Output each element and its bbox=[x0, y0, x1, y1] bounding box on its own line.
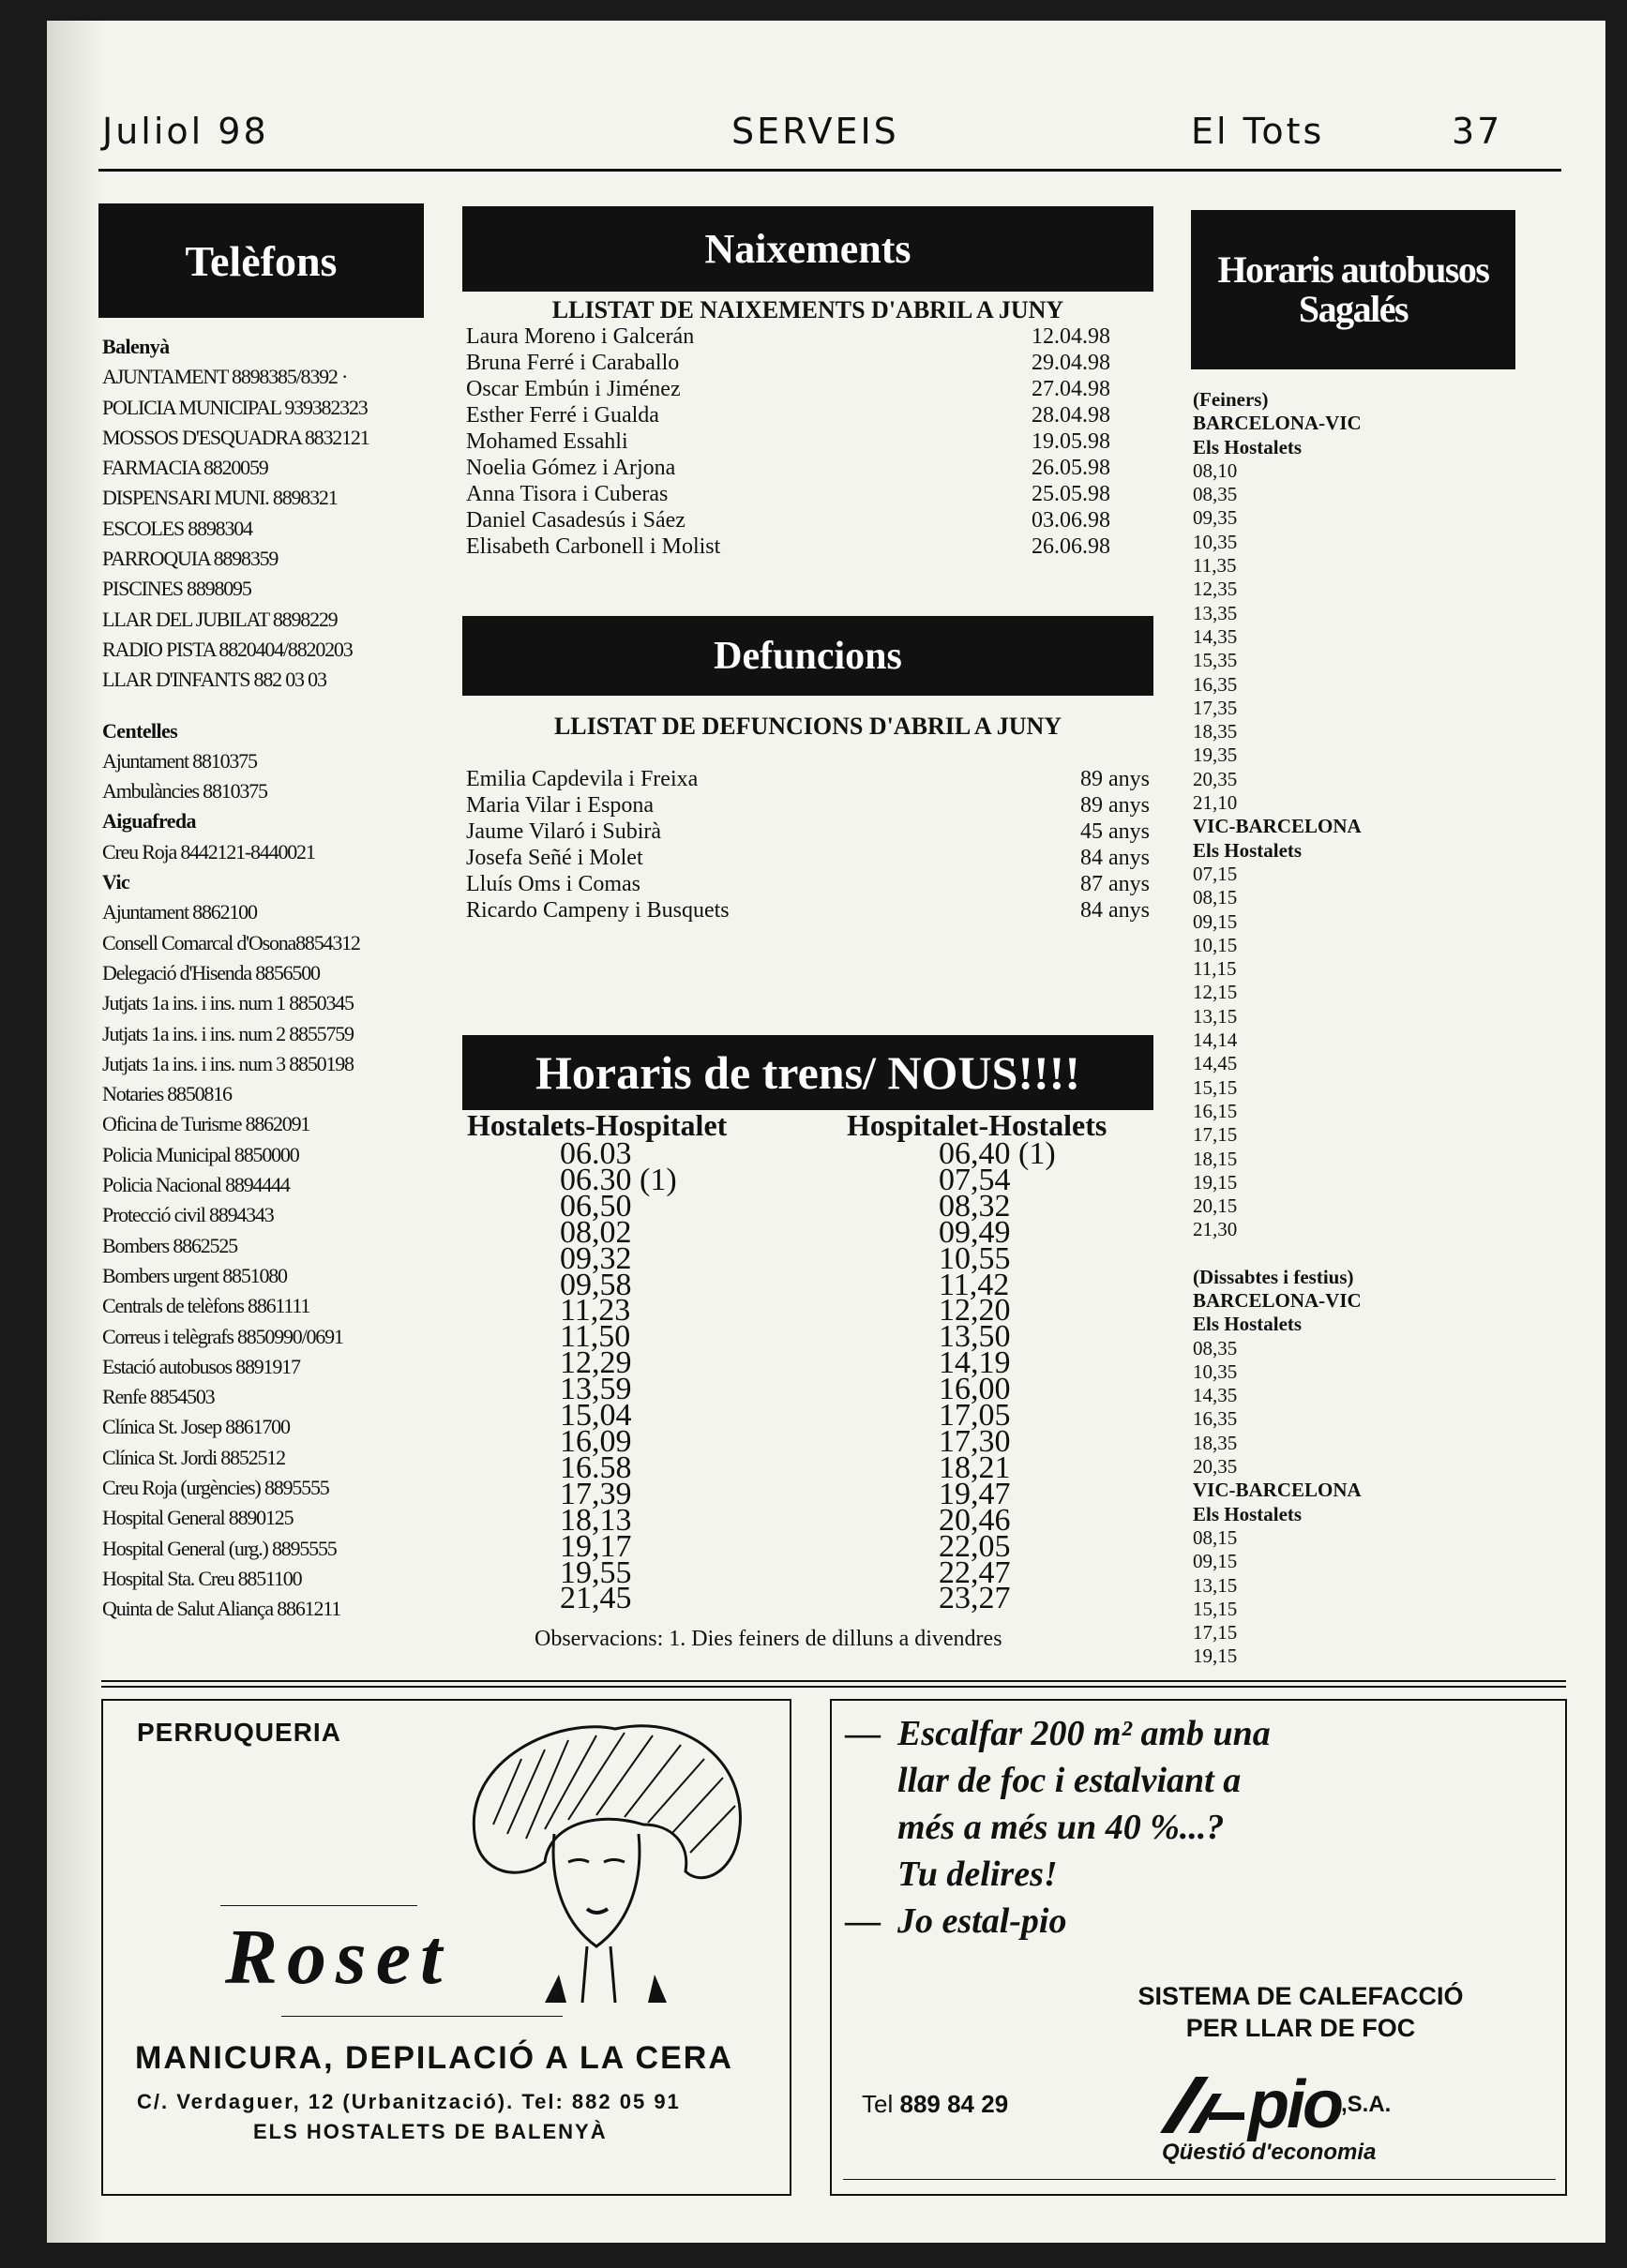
bus-time: 15,15 bbox=[1193, 1075, 1238, 1099]
bus-route-heading: Els Hostalets bbox=[1193, 1502, 1303, 1525]
roset-logo: Roset bbox=[225, 1914, 452, 2001]
telefons-entry: DISPENSARI MUNI. 8898321 bbox=[102, 486, 338, 510]
defuncio-row bbox=[466, 897, 1150, 924]
telefons-entry: Bombers urgent 8851080 bbox=[102, 1263, 287, 1287]
naixement-date: 27.04.98 bbox=[1032, 377, 1110, 401]
train-time: 09,58 bbox=[560, 1267, 632, 1302]
defuncions-subtitle: LLISTAT DE DEFUNCIONS D'ABRIL A JUNY bbox=[553, 713, 1062, 740]
train-time: 21,45 bbox=[560, 1581, 632, 1616]
telefons-list bbox=[102, 332, 449, 1624]
train-time: 08,02 bbox=[560, 1214, 632, 1250]
bus-time: 13,35 bbox=[1193, 601, 1238, 624]
defuncio-age: 45 anys bbox=[1080, 819, 1150, 844]
bus-time: 13,15 bbox=[1193, 1573, 1238, 1597]
telefons-entry: Creu Roja (urgències) 8895555 bbox=[102, 1475, 329, 1499]
naixement-date: 12.04.98 bbox=[1032, 324, 1110, 349]
header-section: SERVEIS bbox=[731, 111, 899, 152]
bus-time: 08,15 bbox=[1193, 886, 1238, 909]
train-time: 20,46 bbox=[939, 1502, 1011, 1538]
naixement-name: Bruna Ferré i Caraballo bbox=[466, 351, 680, 375]
bus-time: 18,15 bbox=[1193, 1147, 1238, 1170]
telefons-spacer bbox=[102, 696, 449, 716]
trens-col2-header: Hospitalet-Hostalets bbox=[847, 1108, 1107, 1142]
train-time: 10,55 bbox=[939, 1240, 1011, 1276]
telefons-town-heading: Vic bbox=[102, 870, 130, 894]
bus-time: 08,15 bbox=[1193, 1525, 1238, 1549]
naixement-name: Laura Moreno i Galcerán bbox=[466, 324, 695, 349]
ad-perruqueria bbox=[101, 1699, 791, 2196]
ad-pio-line4: Tu delires! bbox=[897, 1855, 1058, 1894]
bus-time: 19,35 bbox=[1193, 743, 1238, 767]
telefons-entry: Estació autobusos 8891917 bbox=[102, 1354, 300, 1378]
telefons-entry: Oficina de Turisme 8862091 bbox=[102, 1112, 310, 1136]
autobusos-title-line2: Sagalés bbox=[1298, 288, 1409, 330]
naixement-name: Noelia Gómez i Arjona bbox=[466, 456, 676, 480]
ad-pio-phone-number: 889 84 29 bbox=[899, 2090, 1009, 2118]
defuncio-age: 89 anys bbox=[1080, 767, 1150, 791]
ad-perruqueria-heading: PERRUQUERIA bbox=[137, 1718, 341, 1747]
naixement-name: Anna Tisora i Cuberas bbox=[466, 482, 669, 506]
bus-time: 17,35 bbox=[1193, 696, 1238, 719]
telefons-entry: LLAR DEL JUBILAT 8898229 bbox=[102, 607, 338, 631]
naixements-subtitle: LLISTAT DE NAIXEMENTS D'ABRIL A JUNY bbox=[551, 296, 1064, 323]
telefons-entry: ESCOLES 8898304 bbox=[102, 516, 252, 540]
train-time: 09,32 bbox=[560, 1240, 632, 1276]
bus-time: 10,15 bbox=[1193, 933, 1238, 956]
telefons-entry: RADIO PISTA 8820404/8820203 bbox=[102, 637, 353, 661]
bus-route-heading: (Feiners) bbox=[1193, 388, 1269, 411]
pio-logo bbox=[1160, 2066, 1391, 2143]
ad-pio-tagline: Qüestió d'economia bbox=[1162, 2140, 1377, 2165]
naixement-row bbox=[466, 533, 1141, 560]
trens-title: Horaris de trens/ NOUS!!!! bbox=[462, 1035, 1153, 1110]
defuncio-name: Emilia Capdevila i Freixa bbox=[466, 767, 699, 791]
header-page-number: 37 bbox=[1452, 111, 1503, 152]
bus-time: 17,15 bbox=[1193, 1123, 1238, 1147]
naixement-row bbox=[466, 350, 1141, 376]
bus-time: 09,15 bbox=[1193, 909, 1238, 933]
autobusos-title bbox=[1191, 210, 1515, 369]
ad-pio-line1: Escalfar 200 m² amb una bbox=[897, 1714, 1271, 1753]
ad-pio-system-line2: PER LLAR DE FOC bbox=[1185, 2014, 1416, 2042]
telefons-entry: Hospital General (urg.) 8895555 bbox=[102, 1536, 337, 1560]
train-time: 18,13 bbox=[560, 1502, 632, 1538]
train-time: 09,49 bbox=[939, 1214, 1011, 1250]
defuncio-name: Lluís Oms i Comas bbox=[466, 872, 641, 896]
train-time: 12,29 bbox=[560, 1345, 632, 1381]
bus-time: 18,35 bbox=[1193, 720, 1238, 743]
ad-pio-system-line1: SISTEMA DE CALEFACCIÓ bbox=[1137, 1982, 1464, 2010]
header-publication: El Tots bbox=[1191, 111, 1325, 152]
train-time: 23,27 bbox=[939, 1581, 1011, 1616]
telefons-entry: Clínica St. Jordi 8852512 bbox=[102, 1445, 285, 1469]
naixement-name: Oscar Embún i Jiménez bbox=[466, 377, 681, 401]
pio-logo-name: pio bbox=[1248, 2067, 1341, 2142]
telefons-entry: Hospital General 8890125 bbox=[102, 1506, 294, 1530]
telefons-entry: Jutjats 1a ins. i ins. num 2 8855759 bbox=[102, 1021, 354, 1045]
magazine-page bbox=[47, 21, 1605, 2243]
train-time: 22,47 bbox=[939, 1555, 1011, 1590]
bus-time: 14,45 bbox=[1193, 1052, 1238, 1075]
ad-pio-phone-label: Tel bbox=[862, 2090, 894, 2118]
naixement-date: 26.05.98 bbox=[1032, 456, 1110, 480]
ad-pio-bottom-rule bbox=[843, 2179, 1556, 2180]
pio-logo-suffix: ,S.A. bbox=[1340, 2092, 1392, 2117]
bus-time: 17,15 bbox=[1193, 1621, 1238, 1645]
ad-perruqueria-rule-top bbox=[220, 1905, 417, 1906]
ad-pio-phone bbox=[862, 2090, 1008, 2119]
trens-col1-times bbox=[560, 1136, 677, 1616]
train-time: 12,20 bbox=[939, 1293, 1011, 1329]
train-time: 22,05 bbox=[939, 1528, 1011, 1564]
naixement-row bbox=[466, 402, 1141, 428]
train-time: 14,19 bbox=[939, 1345, 1011, 1381]
naixement-date: 19.05.98 bbox=[1032, 429, 1110, 454]
train-time: 07,54 bbox=[939, 1162, 1011, 1197]
train-time: 18,21 bbox=[939, 1449, 1011, 1485]
train-time: 17,39 bbox=[560, 1476, 632, 1511]
train-time: 17,30 bbox=[939, 1423, 1011, 1459]
defuncio-row bbox=[466, 792, 1150, 819]
bus-time: 20,35 bbox=[1193, 1455, 1238, 1479]
telefons-entry: Ajuntament 8810375 bbox=[102, 748, 257, 773]
bus-time: 16,35 bbox=[1193, 1407, 1238, 1431]
train-time: 19,47 bbox=[939, 1476, 1011, 1511]
defuncio-name: Josefa Señé i Molet bbox=[466, 846, 643, 870]
naixement-row bbox=[466, 481, 1141, 507]
bus-time: 15,35 bbox=[1193, 649, 1238, 672]
train-time: 08,32 bbox=[939, 1188, 1011, 1224]
defuncio-age: 84 anys bbox=[1080, 846, 1150, 870]
telefons-title: Telèfons bbox=[98, 203, 424, 318]
bus-route-heading: Els Hostalets bbox=[1193, 1313, 1303, 1336]
bus-time: 18,35 bbox=[1193, 1431, 1238, 1454]
bus-route-heading: BARCELONA-VIC bbox=[1193, 1288, 1362, 1312]
defuncions-title: Defuncions bbox=[462, 616, 1153, 696]
defuncio-name: Ricardo Campeny i Busquets bbox=[466, 898, 730, 923]
telefons-entry: Jutjats 1a ins. i ins. num 3 8850198 bbox=[102, 1051, 354, 1075]
telefons-entry: Ajuntament 8862100 bbox=[102, 900, 257, 924]
bus-time: 14,35 bbox=[1193, 1384, 1238, 1407]
train-time: 19,55 bbox=[560, 1555, 632, 1590]
bus-time: 10,35 bbox=[1193, 530, 1238, 553]
telefons-entry: Ambulàncies 8810375 bbox=[102, 779, 267, 804]
ad-perruqueria-services: MANICURA, DEPILACIÓ A LA CERA bbox=[135, 2040, 733, 2076]
ad-pio-slogan: — Escalfar 200 m² amb una llar de foc i estalviant a més a més un 40 %...? Tu delires! — Jo estal-pio bbox=[845, 1714, 1271, 1941]
bus-time: 09,35 bbox=[1193, 506, 1238, 530]
defuncio-name: Jaume Vilaró i Subirà bbox=[466, 819, 662, 844]
bus-time: 11,35 bbox=[1193, 554, 1237, 578]
bus-time: 16,15 bbox=[1193, 1099, 1238, 1122]
naixements-list bbox=[466, 323, 1141, 560]
footer-rule-2 bbox=[101, 1686, 1566, 1688]
autobusos-schedule bbox=[1193, 388, 1418, 1669]
bus-time: 07,15 bbox=[1193, 862, 1238, 885]
ad-perruqueria-rule-bottom bbox=[281, 2016, 563, 2017]
bus-route-heading: BARCELONA-VIC bbox=[1193, 412, 1362, 435]
naixements-title: Naixements bbox=[462, 206, 1153, 292]
naixement-date: 28.04.98 bbox=[1032, 403, 1110, 428]
bus-time: 16,35 bbox=[1193, 672, 1238, 696]
bus-time: 21,30 bbox=[1193, 1218, 1238, 1241]
train-time: 16,09 bbox=[560, 1423, 632, 1459]
defuncio-name: Maria Vilar i Espona bbox=[466, 793, 655, 818]
ad-pio-line5: Jo estal-pio bbox=[897, 1901, 1067, 1941]
ad-perruqueria-address: C/. Verdaguer, 12 (Urbanització). Tel: 882 05 91 bbox=[137, 2090, 681, 2113]
telefons-entry: Delegació d'Hisenda 8856500 bbox=[102, 960, 320, 984]
telefons-town-heading: Balenyà bbox=[102, 335, 170, 358]
telefons-entry: LLAR D'INFANTS 882 03 03 bbox=[102, 668, 326, 692]
defuncio-row bbox=[466, 871, 1150, 897]
telefons-entry: PISCINES 8898095 bbox=[102, 577, 251, 601]
naixement-name: Esther Ferré i Gualda bbox=[466, 403, 659, 428]
telefons-entry: Jutjats 1a ins. i ins. num 1 8850345 bbox=[102, 991, 354, 1015]
telefons-entry: FARMACIA 8820059 bbox=[102, 456, 268, 480]
ad-perruqueria-town: ELS HOSTALETS DE BALENYÀ bbox=[253, 2120, 608, 2143]
defuncio-row bbox=[466, 766, 1150, 792]
naixement-date: 25.05.98 bbox=[1032, 482, 1110, 506]
train-time: 11,50 bbox=[560, 1319, 631, 1355]
bus-time: 12,15 bbox=[1193, 981, 1238, 1004]
telefons-entry: Quinta de Salut Aliança 8861211 bbox=[102, 1597, 341, 1621]
bus-time: 20,35 bbox=[1193, 767, 1238, 790]
telefons-entry: PARROQUIA 8898359 bbox=[102, 547, 279, 571]
train-time: 06.03 bbox=[560, 1136, 632, 1171]
bus-route-heading: VIC-BARCELONA bbox=[1193, 815, 1362, 838]
naixement-date: 29.04.98 bbox=[1032, 351, 1110, 375]
bus-time: 19,15 bbox=[1193, 1170, 1238, 1194]
trens-col2-times bbox=[939, 1136, 1056, 1616]
autobusos-title-line1: Horaris autobusos bbox=[1217, 248, 1489, 291]
train-time: 06,40 (1) bbox=[939, 1136, 1056, 1171]
naixement-name: Daniel Casadesús i Sáez bbox=[466, 508, 685, 533]
naixement-row bbox=[466, 323, 1141, 350]
bus-time: 19,15 bbox=[1193, 1645, 1238, 1668]
defuncio-age: 87 anys bbox=[1080, 872, 1150, 896]
woman-illustration bbox=[456, 1721, 756, 2021]
defuncio-row bbox=[466, 819, 1150, 845]
bus-time: 11,15 bbox=[1193, 957, 1237, 981]
bus-route-heading: VIC-BARCELONA bbox=[1193, 1479, 1362, 1502]
telefons-entry: AJUNTAMENT 8898385/8392 · bbox=[102, 365, 348, 389]
naixement-row bbox=[466, 376, 1141, 402]
bus-time: 20,15 bbox=[1193, 1194, 1238, 1218]
bus-time: 12,35 bbox=[1193, 578, 1238, 601]
pio-logo-mark bbox=[1160, 2075, 1244, 2135]
train-time: 13,50 bbox=[939, 1319, 1011, 1355]
telefons-entry: Correus i telègrafs 8850990/0691 bbox=[102, 1324, 343, 1348]
train-time: 16.58 bbox=[560, 1449, 632, 1485]
trens-note: Observacions: 1. Dies feiners de dilluns a divendres bbox=[535, 1627, 1002, 1651]
defuncio-age: 84 anys bbox=[1080, 898, 1150, 923]
telefons-entry: Notaries 8850816 bbox=[102, 1082, 232, 1106]
telefons-entry: Clínica St. Josep 8861700 bbox=[102, 1415, 290, 1439]
telefons-town-heading: Centelles bbox=[102, 718, 178, 743]
bus-time: 08,35 bbox=[1193, 483, 1238, 506]
train-time: 06,50 bbox=[560, 1188, 632, 1224]
naixement-date: 03.06.98 bbox=[1032, 508, 1110, 533]
telefons-entry: Creu Roja 8442121-8440021 bbox=[102, 839, 315, 864]
telefons-entry: Consell Comarcal d'Osona8854312 bbox=[102, 930, 360, 954]
ad-pio-line2: llar de foc i estalviant a bbox=[897, 1761, 1242, 1800]
telefons-entry: Renfe 8854503 bbox=[102, 1385, 215, 1409]
ad-pio bbox=[830, 1699, 1567, 2196]
telefons-entry: Bombers 8862525 bbox=[102, 1233, 237, 1257]
telefons-entry: Centrals de telèfons 8861111 bbox=[102, 1294, 310, 1318]
bus-time: 15,15 bbox=[1193, 1597, 1238, 1620]
bus-time: 21,10 bbox=[1193, 791, 1238, 815]
naixement-row bbox=[466, 455, 1141, 481]
page-gutter-shadow bbox=[47, 21, 103, 2243]
bus-time: 14,35 bbox=[1193, 624, 1238, 648]
telefons-town-heading: Aiguafreda bbox=[102, 809, 196, 834]
train-time: 15,04 bbox=[560, 1398, 632, 1434]
defuncio-age: 89 anys bbox=[1080, 793, 1150, 818]
naixement-row bbox=[466, 428, 1141, 455]
bus-time: 13,15 bbox=[1193, 1004, 1238, 1028]
train-time: 19,17 bbox=[560, 1528, 632, 1564]
telefons-entry: Policia Nacional 8894444 bbox=[102, 1173, 290, 1197]
ad-pio-line3: més a més un 40 %...? bbox=[897, 1808, 1225, 1847]
header-date: Juliol 98 bbox=[102, 111, 269, 152]
bus-spacer bbox=[1193, 1242, 1418, 1266]
ad-pio-system bbox=[1104, 1980, 1498, 2044]
naixement-name: Elisabeth Carbonell i Molist bbox=[466, 534, 721, 559]
naixement-date: 26.06.98 bbox=[1032, 534, 1110, 559]
train-time: 11,42 bbox=[939, 1267, 1010, 1302]
bus-time: 08,35 bbox=[1193, 1336, 1238, 1359]
defuncions-list bbox=[466, 766, 1150, 924]
bus-route-heading: (Dissabtes i festius) bbox=[1193, 1265, 1354, 1288]
bus-route-heading: Els Hostalets bbox=[1193, 838, 1303, 862]
footer-rule-1 bbox=[101, 1680, 1566, 1682]
train-time: 13,59 bbox=[560, 1372, 632, 1407]
header-rule bbox=[98, 169, 1561, 172]
telefons-entry: Policia Municipal 8850000 bbox=[102, 1142, 299, 1166]
naixement-name: Mohamed Essahli bbox=[466, 429, 628, 454]
naixement-row bbox=[466, 507, 1141, 533]
telefons-entry: MOSSOS D'ESQUADRA 8832121 bbox=[102, 425, 369, 449]
telefons-entry: Protecció civil 8894343 bbox=[102, 1203, 274, 1227]
train-time: 17,05 bbox=[939, 1398, 1011, 1434]
trens-col1-header: Hostalets-Hospitalet bbox=[467, 1108, 728, 1142]
telefons-entry: POLICIA MUNICIPAL 939382323 bbox=[102, 395, 368, 419]
bus-route-heading: Els Hostalets bbox=[1193, 435, 1303, 458]
train-time: 11,23 bbox=[560, 1293, 631, 1329]
telefons-entry: Hospital Sta. Creu 8851100 bbox=[102, 1566, 302, 1590]
defuncio-row bbox=[466, 845, 1150, 871]
bus-time: 14,14 bbox=[1193, 1029, 1238, 1052]
bus-time: 10,35 bbox=[1193, 1359, 1238, 1383]
train-time: 06.30 (1) bbox=[560, 1162, 677, 1197]
train-time: 16,00 bbox=[939, 1372, 1011, 1407]
bus-time: 09,15 bbox=[1193, 1550, 1238, 1573]
bus-time: 08,10 bbox=[1193, 458, 1238, 482]
